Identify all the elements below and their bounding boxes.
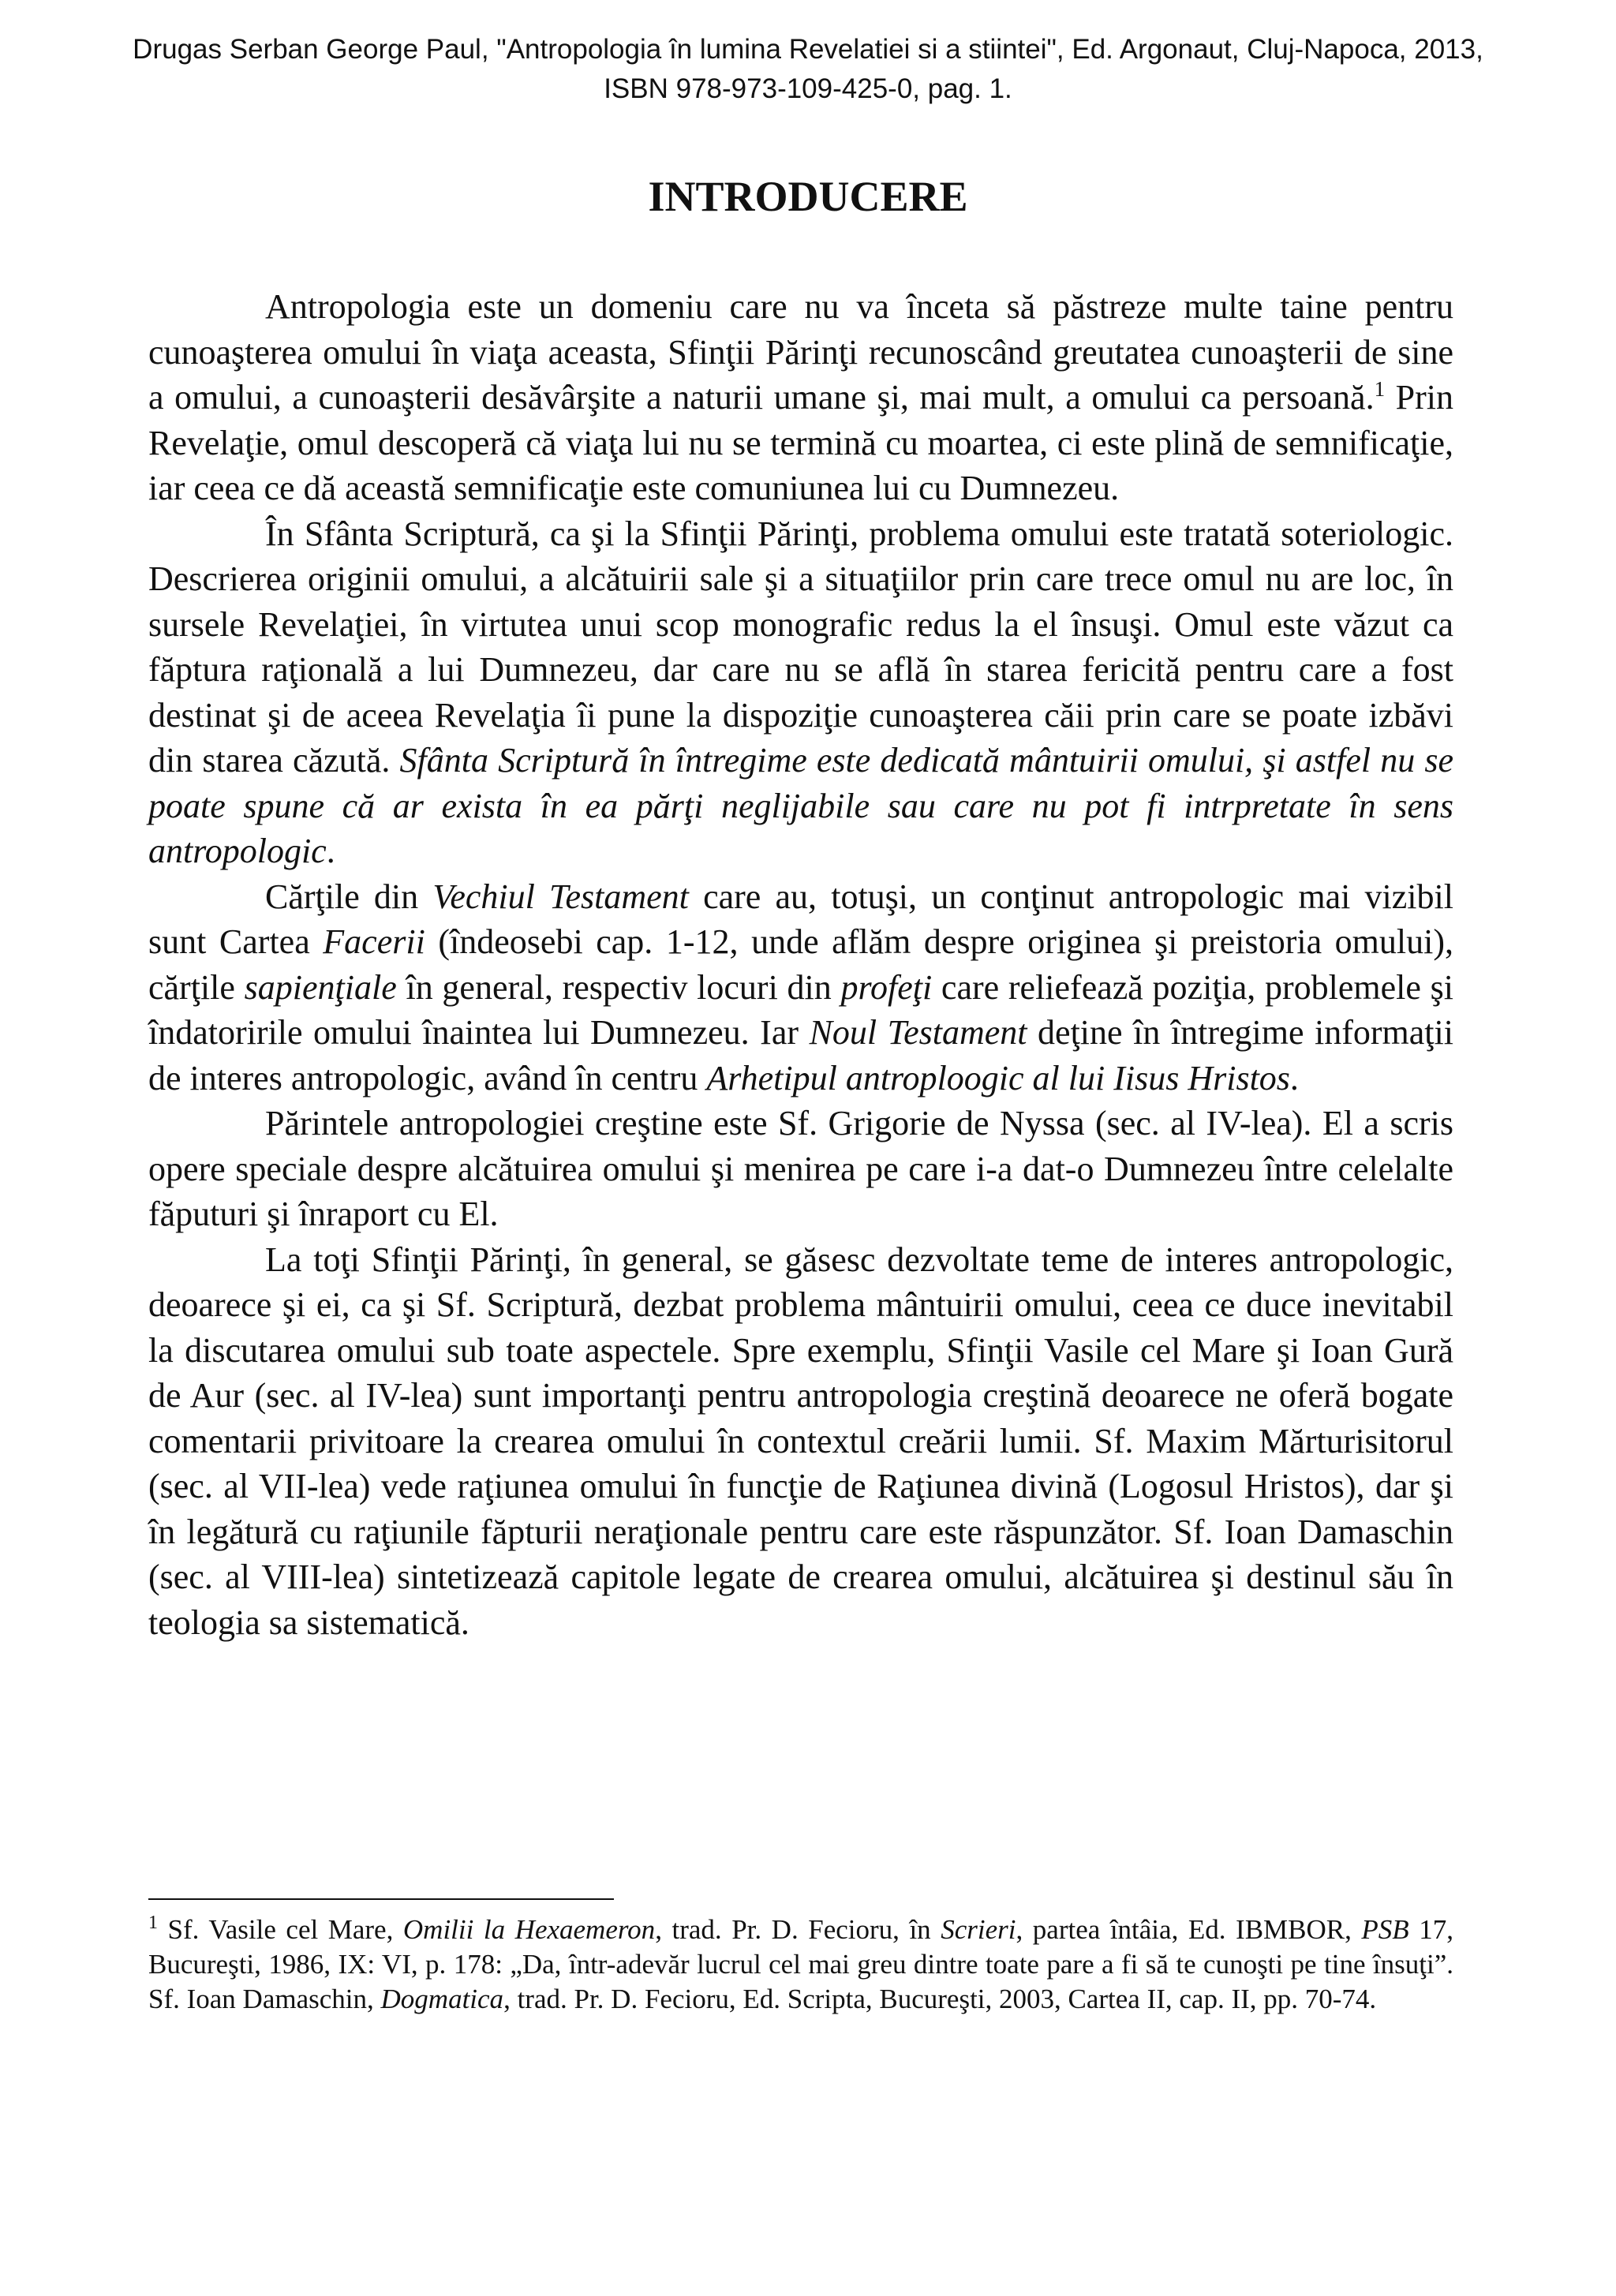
paragraph-3: Cărţile din Vechiul Testament care au, totuşi, un conţinut antropologic mai vizibil sunt Cartea Facerii (îndeosebi cap. 1-12, unde aflăm despre originea şi preistoria omului), cărţile sapienţiale în general, respectiv locuri din profeţi care reliefează poziţia, problemele şi îndatoririle omului înaintea lui Dumnezeu. Iar Noul Testament deţine în întregime informaţii de interes antropologic, având în centru Arhetipul antroploogic al lui Iisus Hristos.	[148, 877, 1453, 1098]
citation-header	[0, 30, 1616, 109]
citation-line-1: Drugas Serban George Paul, "Antropologia în lumina Revelatiei si a stiintei", Ed. Argonaut, Cluj-Napoca, 2013,	[133, 34, 1483, 65]
footnote-number: 1	[148, 1913, 158, 1933]
footnote-1: $^1$ Sf. Vasile cel Mare, Omilii la Hexaemeron, trad. Pr. D. Fecioru, în Scrieri, partea întâia, Ed. IBMBOR, PSB 17, Bucureşti, 1986, IX: VI, p. 178: „Da, într-adevăr lucrul cel mai greu dintre toate pare a fi să te cunoşti pe tine însuţi”. Sf. Ioan Damaschin, Dogmatica, trad. Pr. D. Fecioru, Ed. Scripta, Bucureşti, 2003, Cartea II, cap. II, pp. 70-74.	[148, 1913, 1453, 2014]
citation-line-2: ISBN 978-973-109-425-0, pag. 1.	[604, 73, 1012, 104]
body-text	[148, 284, 1453, 1645]
footnote-separator	[148, 1898, 614, 1900]
footnote-ref: 1	[1374, 377, 1386, 401]
paragraph-1: Antropologia este un domeniu care nu va înceta să păstreze multe taine pentru cunoaşterea omului în viaţa aceasta, Sfinţii Părinţi recunoscând greutatea cunoaşterii de sine a omului, a cunoaşterii desăvârşite a naturii umane şi, mai mult, a omului ca persoană.$^1$ Prin Revelaţie, omul descoperă că viaţa lui nu se termină cu moartea, ci este plină de semnificaţie, iar ceea ce dă această semnificaţie este comuniunea lui cu Dumnezeu.	[148, 287, 1453, 507]
paragraph-5: La toţi Sfinţii Părinţi, în general, se găsesc dezvoltate teme de interes antropologic, deoarece şi ei, ca şi Sf. Scriptură, dezbat problema mântuirii omului, ceea ce duce inevitabil la discutarea omului sub toate aspectele. Spre exemplu, Sfinţii Vasile cel Mare şi Ioan Gură de Aur (sec. al IV-lea) sunt importanţi pentru antropologia creştină deoarece ne oferă bogate comentarii privitoare la crearea omului în contextul creării lumii. Sf. Maxim Mărturisitorul (sec. al VII-lea) vede raţiunea omului în funcţie de Raţiunea divină (Logosul Hristos), dar şi în legătură cu raţiunile făpturii neraţionale pentru care este răspunzător. Sf. Ioan Damaschin (sec. al VIII-lea) sintetizează capitole legate de crearea omului, alcătuirea şi destinul său în teologia sa sistematică.	[148, 1240, 1453, 1642]
page-title: INTRODUCERE	[648, 173, 968, 220]
paragraph-4: Părintele antropologiei creştine este Sf. Grigorie de Nyssa (sec. al IV-lea). El a scris opere speciale despre alcătuirea omului şi menirea pe care i-a dat-o Dumnezeu între celelalte făputuri şi înraport cu El.	[148, 1104, 1453, 1233]
paragraph-2: În Sfânta Scriptură, ca şi la Sfinţii Părinţi, problema omului este tratată soteriologic. Descrierea originii omului, a alcătuirii sale şi a situaţiilor prin care trece omul nu are loc, în sursele Revelaţiei, în virtutea unui scop monografic redus la el însuşi. Omul este văzut ca făptura raţională a lui Dumnezeu, dar care nu se află în starea fericită pentru care a fost destinat şi de aceea Revelaţia îi pune la dispoziţie cunoaşterea căii prin care se poate izbăvi din starea căzută. Sfânta Scriptură în întregime este dedicată mântuirii omului, şi astfel nu se poate spune că ar exista în ea părţi neglijabile sau care nu pot fi intrpretate în sens antropologic.	[148, 514, 1453, 870]
